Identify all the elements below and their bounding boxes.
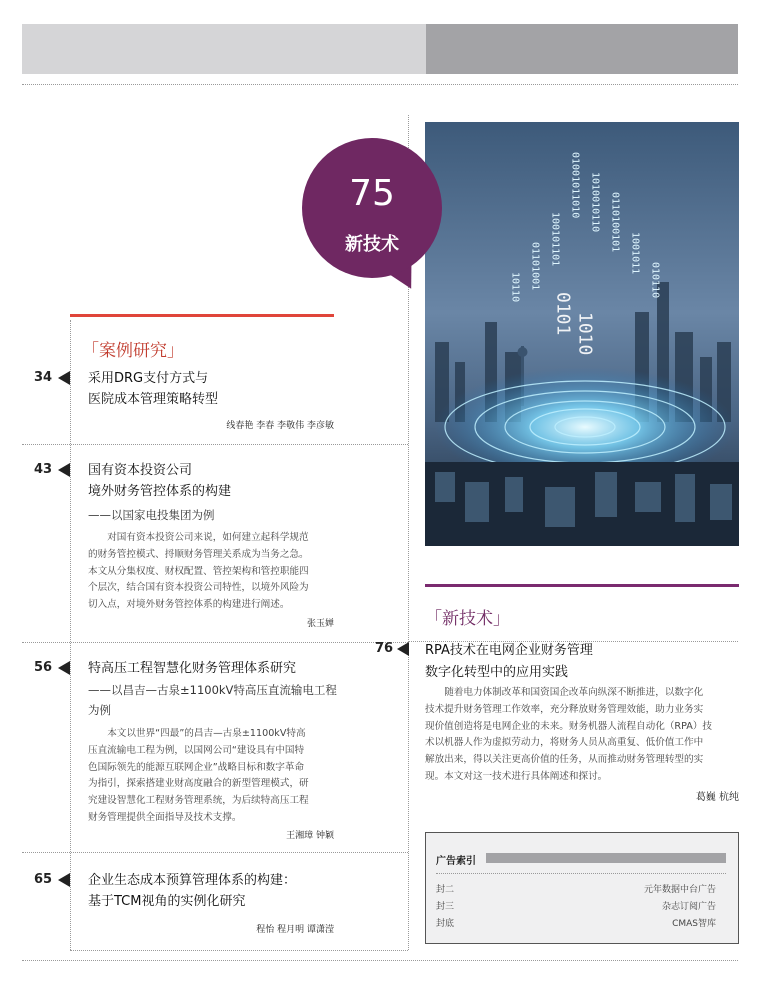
abstract-line: 的财务管控模式、捋顺财务管理关系成为当务之急。 xyxy=(88,548,309,560)
ad-index-divider xyxy=(436,873,726,874)
abstract-line: 现价值创造将是电网企业的未来。财务机器人流程自动化（RPA）技 xyxy=(425,720,713,732)
abstract-line: 现。本文对这一技术进行具体阐述和探讨。 xyxy=(425,770,608,782)
article-divider xyxy=(22,444,408,445)
svg-text:0110100101: 0110100101 xyxy=(609,192,621,253)
article-title-line: RPA技术在电网企业财务管理 xyxy=(425,643,593,658)
ad-index-title: 广告索引 xyxy=(436,856,476,867)
article-title-line: 特高压工程智慧化财务管理体系研究 xyxy=(88,661,297,676)
abstract-line: 随着电力体制改革和国资国企改革向纵深不断推进，以数字化 xyxy=(444,687,704,698)
badge-page-number: 75 xyxy=(349,173,395,214)
article-title-line: 境外财务管控体系的构建 xyxy=(88,484,232,499)
abstract-line: 个层次，结合国有资本投资公司特性，以境外风险为 xyxy=(88,582,309,594)
article-title-line: 数字化转型中的应用实践 xyxy=(425,665,569,680)
article-authors: 葛巍 杭纯 xyxy=(695,792,739,803)
svg-text:1001011: 1001011 xyxy=(629,232,641,275)
ad-name[interactable]: 杂志订阅广告 xyxy=(661,902,716,912)
subtitle-line: ——以昌吉—古泉±1100kV特高压直流输电工程 xyxy=(88,683,337,697)
article-title[interactable] xyxy=(88,368,338,410)
header-divider xyxy=(22,84,738,85)
article-title[interactable] xyxy=(425,640,739,684)
svg-text:01101001: 01101001 xyxy=(529,242,541,291)
article-title[interactable] xyxy=(88,870,338,912)
badge-label: 新技术 xyxy=(345,234,399,255)
section-title-new-tech: 「新技术」 xyxy=(425,609,510,629)
header-bar-left xyxy=(22,24,426,74)
footer-divider xyxy=(22,960,738,961)
section-title-case-study: 「案例研究」 xyxy=(82,341,184,361)
section-rule-new-tech xyxy=(425,584,739,587)
article-page-number[interactable]: 65 xyxy=(34,872,53,887)
article-authors: 王湘璋 钟颖 xyxy=(286,831,334,841)
cover-illustration xyxy=(425,122,739,546)
svg-text:0101: 0101 xyxy=(552,292,574,336)
article-authors: 线春艳 李春 李敬伟 李彦敏 xyxy=(226,421,334,431)
header-bar-right xyxy=(426,24,738,74)
abstract-line: 本文以世界“四最”的昌吉—古泉±1100kV特高 xyxy=(107,728,306,739)
article-abstract xyxy=(88,726,334,827)
article-title-line: 企业生态成本预算管理体系的构建： xyxy=(88,873,297,888)
svg-text:010110: 010110 xyxy=(649,262,661,299)
article-page-number[interactable]: 56 xyxy=(34,660,53,675)
pointer-arrow-icon xyxy=(397,642,409,656)
pointer-arrow-icon xyxy=(58,661,70,675)
article-divider xyxy=(22,642,408,643)
pointer-arrow-icon xyxy=(58,371,70,385)
ad-position: 封二 xyxy=(436,885,455,895)
abstract-line: 色国际领先的能源互联网企业”战略目标和数字革命 xyxy=(88,761,305,773)
section-rule-case-study xyxy=(70,314,334,317)
svg-text:1010: 1010 xyxy=(574,312,596,356)
ad-position: 封三 xyxy=(436,902,455,912)
abstract-line: 对国有资本投资公司来说，如何建立起科学规范 xyxy=(107,532,309,543)
abstract-line: 术以机器人作为虚拟劳动力，将财务人员从高重复、低价值工作中 xyxy=(425,737,704,749)
article-divider xyxy=(22,852,408,853)
article-title[interactable] xyxy=(88,658,338,679)
article-abstract xyxy=(425,685,739,786)
article-title-line: 医院成本管理策略转型 xyxy=(88,392,219,407)
svg-text:01001011010: 01001011010 xyxy=(569,152,581,219)
abstract-line: 为指引，探索搭建业财高度融合的新型管理模式，研 xyxy=(88,778,309,790)
abstract-line: 究建设智慧化工程财务管理系统，为后续特高压工程 xyxy=(88,795,309,807)
article-title-line: 基于TCM视角的实例化研究 xyxy=(88,894,246,909)
article-page-number[interactable]: 76 xyxy=(375,641,394,656)
abstract-line: 切入点，对境外财务管控体系的构建进行阐述。 xyxy=(88,599,290,611)
left-column-bottom xyxy=(70,950,408,951)
svg-text:100101101: 100101101 xyxy=(549,212,561,267)
left-column-guide xyxy=(70,320,71,950)
article-title[interactable] xyxy=(88,460,338,502)
ad-position: 封底 xyxy=(436,919,455,929)
svg-text:10110: 10110 xyxy=(509,272,521,303)
article-authors: 程怡 程月明 谭潇滢 xyxy=(256,925,334,935)
abstract-line: 技术提升财务管理工作效率，充分释放财务管理效能，助力业务实 xyxy=(425,703,704,715)
pointer-arrow-icon xyxy=(58,463,70,477)
article-abstract xyxy=(88,530,334,614)
article-title-line: 国有资本投资公司 xyxy=(88,463,193,478)
abstract-line: 财务管理提供全面指导及技术支撑。 xyxy=(88,811,242,823)
article-subtitle xyxy=(88,680,338,720)
article-subtitle: ——以国家电投集团为例 xyxy=(88,508,215,522)
article-title-line: 采用DRG支付方式与 xyxy=(88,371,209,386)
pointer-arrow-icon xyxy=(58,873,70,887)
abstract-line: 本文从分集权度、财权配置、管控架构和管控职能四 xyxy=(88,565,309,577)
ad-name[interactable]: CMAS智库 xyxy=(672,919,716,929)
article-page-number[interactable]: 34 xyxy=(34,370,53,385)
ad-name[interactable]: 元年数据中台广告 xyxy=(643,885,716,895)
abstract-line: 解放出来，得以关注更高价值的任务，从而推动财务管理转型的实 xyxy=(425,754,704,766)
subtitle-line: 为例 xyxy=(88,703,111,717)
abstract-line: 压直流输电工程为例，以国网公司“建设具有中国特 xyxy=(88,744,305,756)
section-badge xyxy=(302,138,442,278)
svg-text:1010010110: 1010010110 xyxy=(589,172,601,233)
ad-index-bar xyxy=(486,853,726,863)
article-authors: 张玉婵 xyxy=(306,619,334,629)
article-page-number[interactable]: 43 xyxy=(34,462,53,477)
